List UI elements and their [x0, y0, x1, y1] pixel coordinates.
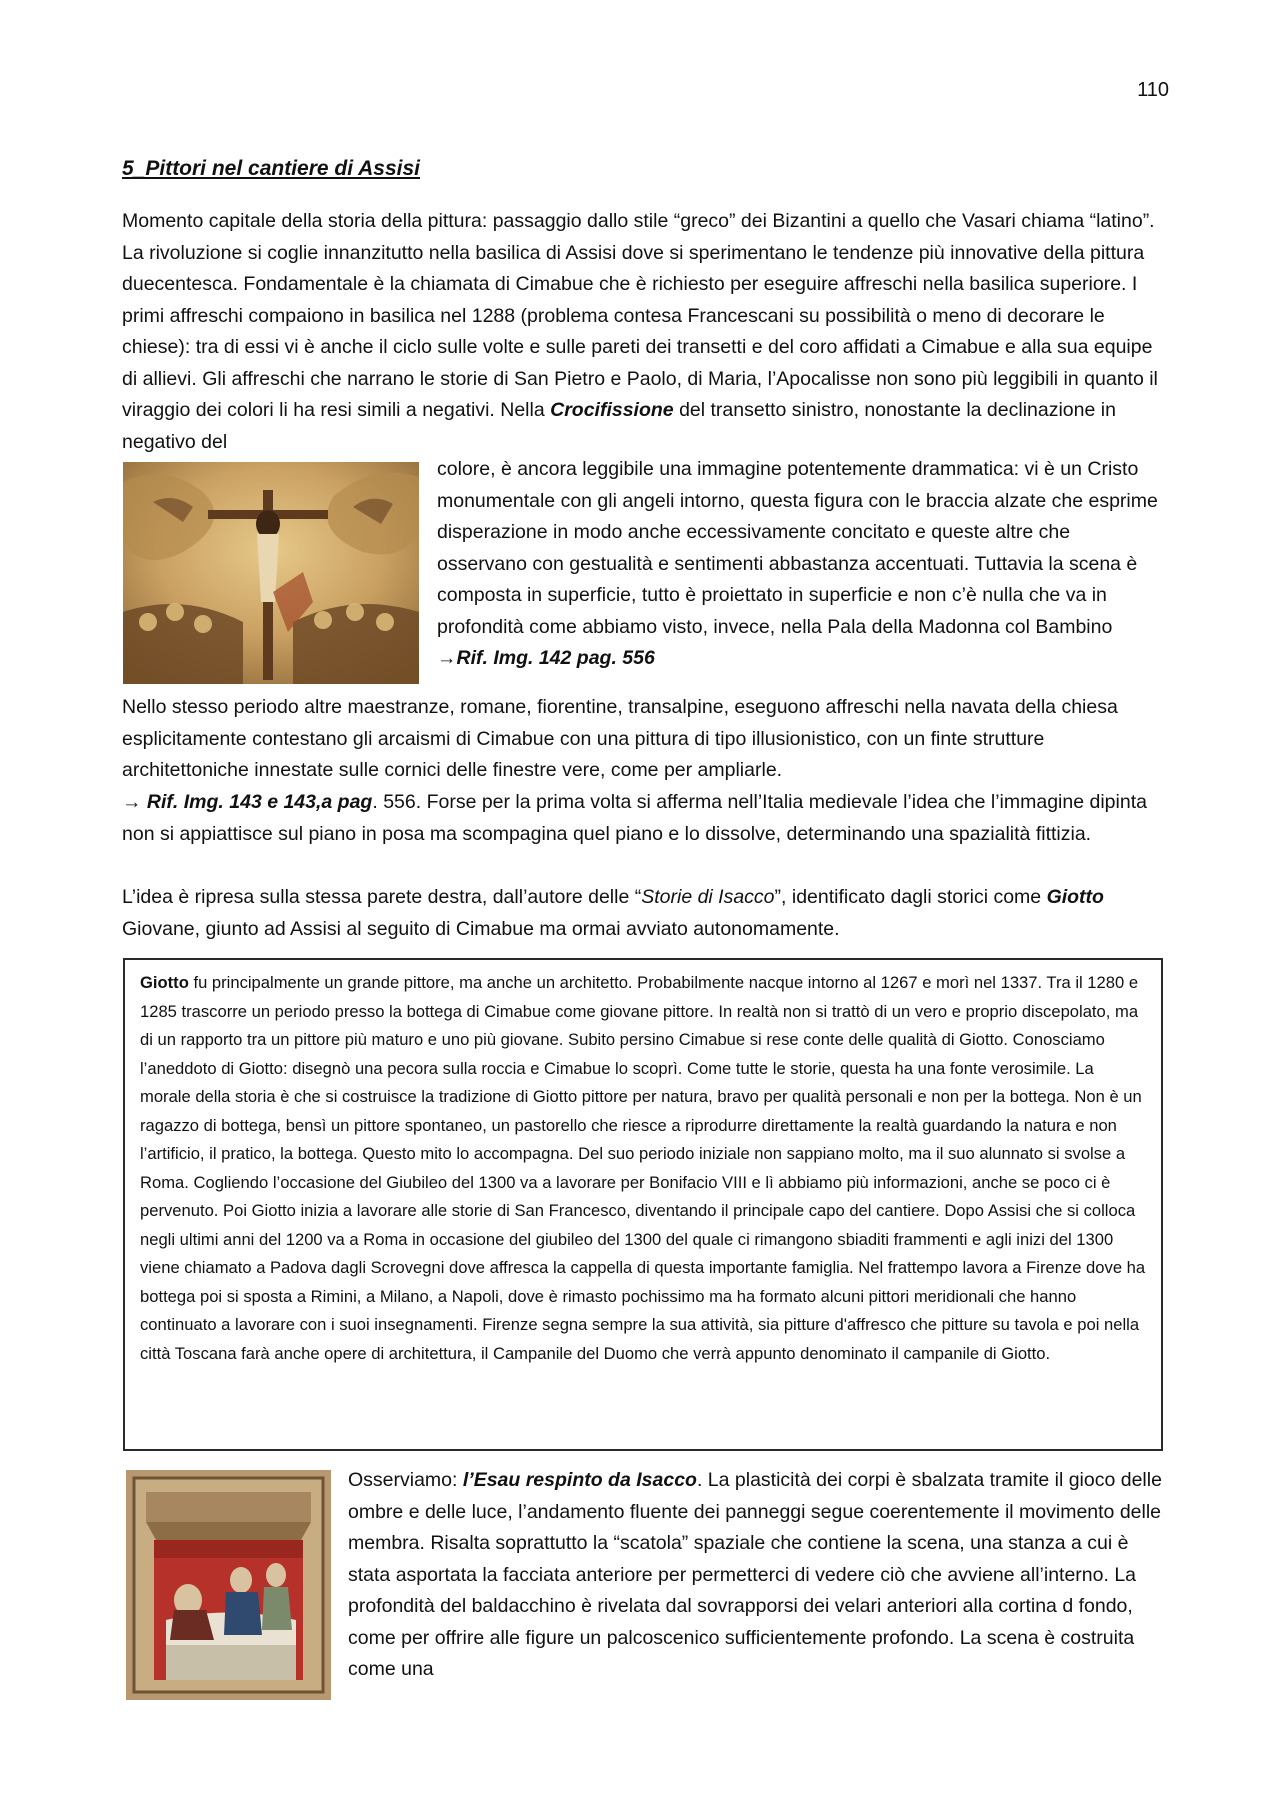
spazialita-text: . 556. Forse per la prima volta si afferma nell’Italia medievale l’idea che l’immagine dipinta non si appiattisce sul piano in posa ma scompagina quel piano e lo dissolve, determinando una spazialità fittizia. — [122, 791, 1147, 845]
isacco-text-a: L’idea è ripresa sulla stessa parete destra, dall’autore delle “ — [122, 886, 642, 908]
giotto-biography-box — [123, 958, 1163, 1451]
box-text: fu principalmente un grande pittore, ma anche un architetto. Probabilmente nacque intorno al 1267 e morì nel 1337. Tra il 1280 e 1285 trascorre un periodo presso la bottega di Cimabue come giovane pittore. In realtà non si trattò di un vero e proprio discepolato, ma di un rapporto tra un pittore più maturo e uno più giovane. Subito persino Cimabue si rese conte delle qualità di Giotto. Conosciamo l’aneddoto di Giotto: disegnò una pecora sulla roccia e Cimabue lo scoprì. Come tutte le storie, questa ha una fonte verosimile. La morale della storia è che si costruisce la tradizione di Giotto pittore per natura, bravo per qualità personali e non per la bottega. Non è un ragazzo di bottega, bensì un pittore spontaneo, un pastorello che riesce a riprodurre direttamente la realtà guardando la natura e non l’artificio, il pratico, la bottega. Questo mito lo accompagna. Del suo periodo iniziale non sappiano molto, ma il suo alunnato si svolse a Roma. Cogliendo l’occasione del Giubileo del 1300 va a lavorare per Bonifacio VIII e lì abbiamo più informazioni, anche se poco ci è pervenuto. Poi Giotto inizia a lavorare alle storie di San Francesco, diventando il principale capo del cantiere. Dopo Assisi che si colloca negli ultimi anni del 1200 va a Roma in occasione del giubileo del 1300 del quale ci rimangono sbiaditi frammenti e agli inizi del 1300 viene chiamato a Padova dagli Scrovegni dove affresca la cappella di questa importante famiglia. Nel frattempo lavora a Firenze dove ha bottega poi si sposta a Rimini, a Milano, a Napoli, dove è rimasto pochissimo ma ha formato alcuni pittori meridionali che hanno continuato a lavorare con i suoi insegnamenti. Firenze segna sempre la sua attività, sia pitture d'affresco che pitture su tavola e poi nella città Toscana farà anche opere di architettura, il Campanile del Duomo che verrà appunto denominato il campanile di Giotto. — [140, 973, 1146, 1363]
giotto-biography-text — [140, 969, 1149, 1368]
crocifissione-text: colore, è ancora leggibile una immagine potentemente drammatica: vi è un Cristo monumentale con gli angeli intorno, questa figura con le braccia alzate che esprime disperazione in modo anche eccessivamente concitato e queste altre che osservano con gestualità e sentimenti abbastanza accentuati. Tuttavia la scena è composta in superficie, tutto è proiettato in superficie e non c’è nulla che va in profondità come abbiamo visto, invece, nella Pala della Madonna col Bambino — [437, 458, 1158, 638]
ref-img-143: → Rif. Img. 143 e 143,a pag — [122, 791, 373, 813]
crocifissione-title: Crocifissione — [550, 399, 674, 421]
paragraph-maestranze: Nello stesso periodo altre maestranze, romane, fiorentine, transalpine, eseguono affreschi nella navata della chiesa esplicitamente contestano gli arcaismi di Cimabue con una pittura di tipo illusionistico, con un finte strutture architettoniche innestate sulle cornici delle finestre vere, come per ampliarle. — [122, 696, 1118, 781]
isacco-text-b: ”, identificato dagli storici come — [774, 886, 1047, 908]
paragraph-intro — [122, 206, 1167, 458]
page-number: 110 — [1137, 79, 1169, 101]
ref-img-142: →Rif. Img. 142 pag. 556 — [437, 647, 655, 669]
esau-lead: Osserviamo: — [348, 1469, 463, 1491]
intro-tail: del transetto sinistro, nonostante la declinazione in negativo del — [122, 399, 1116, 453]
box-giotto-name: Giotto — [140, 973, 189, 992]
esau-image — [126, 1470, 331, 1700]
paragraph-isacco — [122, 882, 1167, 945]
giotto-name: Giotto — [1046, 886, 1104, 908]
paragraph-esau — [348, 1465, 1166, 1686]
intro-text: Momento capitale della storia della pittura: passaggio dallo stile “greco” dei Bizantini a quello che Vasari chiama “latino”. La rivoluzione si coglie innanzitutto nella basilica di Assisi dove si sperimentano le tendenze più innovative della pittura duecentesca. Fondamentale è la chiamata di Cimabue che è richiesto per eseguire affreschi nella basilica superiore. I primi affreschi compaiono in basilica nel 1288 (problema contesa Francescani su possibilità o meno di decorare le chiese): tra di essi vi è anche il ciclo sulle volte e sulle pareti dei transetti e del coro affidati a Cimabue e alla sua equipe di allievi. Gli affreschi che narrano le storie di San Pietro e Paolo, di Maria, l’Apocalisse non sono più leggibili in quanto il viraggio dei colori li ha resi simili a negativi. Nella — [122, 210, 1158, 421]
paragraph-spazialita — [122, 787, 1167, 850]
section-title: 5_Pittori nel cantiere di Assisi — [122, 157, 420, 180]
crocifissione-image — [123, 462, 419, 684]
storie-isacco-title: Storie di Isacco — [641, 886, 775, 908]
esau-text: . La plasticità dei corpi è sbalzata tramite il gioco delle ombre e delle luce, l’andamento fluente dei panneggi segue coerentemente il movimento delle membra. Risalta soprattutto la “scatola” spaziale che contiene la scena, una stanza a cui è stata asportata la facciata anteriore per permetterci di vedere ciò che avviene all’interno. La profondità del baldacchino è rivelata dal sovrapporsi dei velari anteriori alla cortina d fondo, come per offrire alle figure un palcoscenico sufficientemente profondo. La scena è costruita come una — [348, 1469, 1162, 1680]
isacco-text-c: Giovane, giunto ad Assisi al seguito di Cimabue ma ormai avviato autonomamente. — [122, 917, 840, 940]
paragraph-crocifissione — [437, 454, 1165, 675]
esau-title: l’Esau respinto da Isacco — [462, 1469, 697, 1491]
